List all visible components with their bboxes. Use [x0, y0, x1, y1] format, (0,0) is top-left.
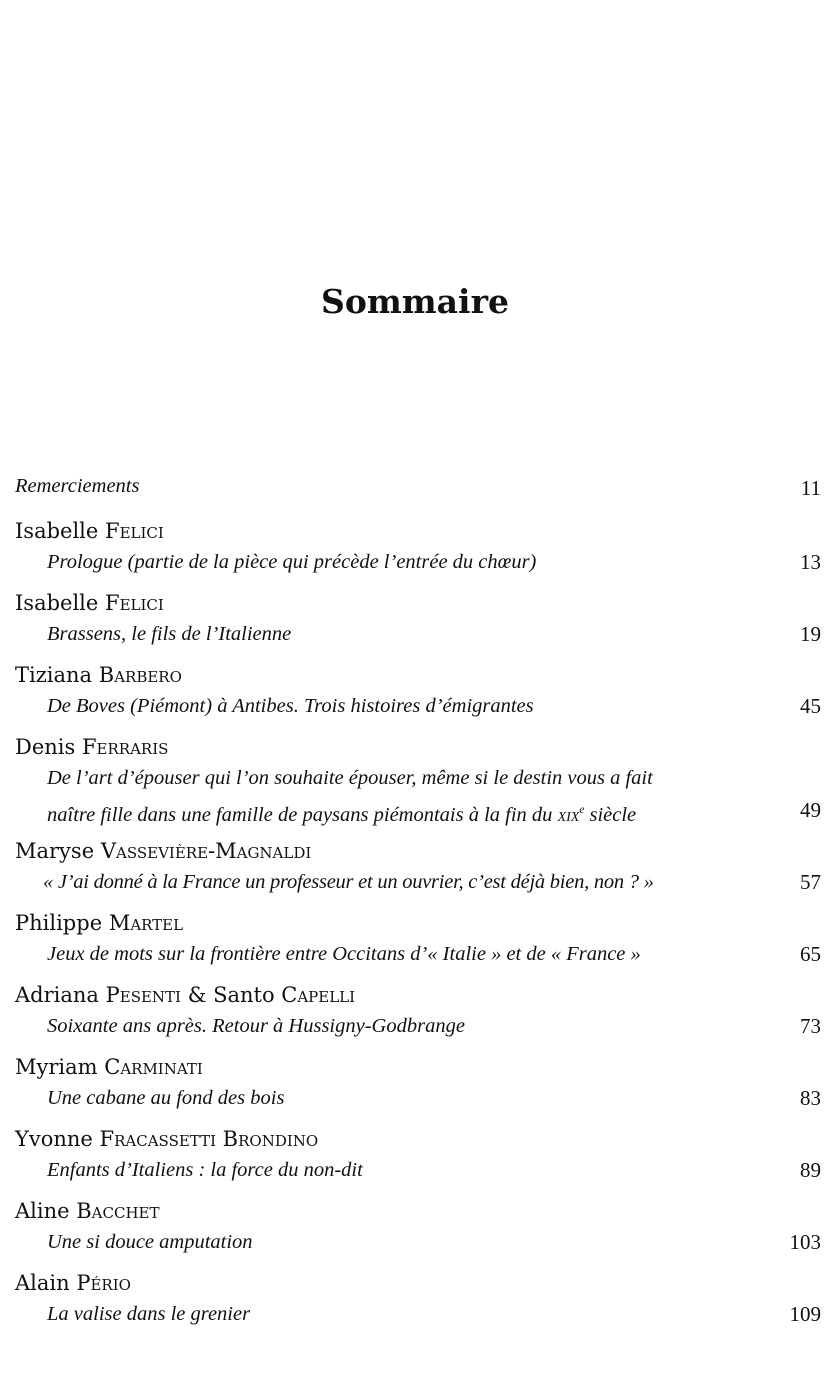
toc-entry: [15, 980, 821, 1042]
toc-entry-page: 103: [789, 1230, 821, 1254]
table-of-contents: [15, 468, 821, 1340]
toc-entry-page: 83: [800, 1086, 821, 1110]
toc-entry-author: Adriana Pesenti & Santo Capelli: [15, 983, 356, 1007]
toc-entry: [15, 588, 821, 650]
toc-entry-title: De l’art d’épouser qui l’on souhaite épouser, même si le destin vous a fait naître fille dans une famille de paysans piémontais à la fin du xix$^e$ siècle: [47, 767, 653, 826]
toc-entry: [15, 516, 821, 578]
toc-entry-page: 45: [800, 694, 821, 718]
toc-entry-page: 109: [789, 1302, 821, 1326]
toc-entry-page: 65: [800, 942, 821, 966]
toc-entry: [15, 732, 821, 826]
toc-entry-page: 11: [800, 476, 821, 500]
toc-entry-remerciements: [15, 468, 821, 504]
toc-entry-author: Denis Ferraris: [15, 735, 169, 759]
toc-entry-author: Yvonne Fracassetti Brondino: [15, 1127, 319, 1151]
toc-entry-page: 57: [800, 870, 821, 894]
toc-entry: [15, 1268, 821, 1330]
toc-entry: [15, 908, 821, 970]
toc-entry-title: « J’ai donné à la France un professeur et un ouvrier, c’est déjà bien, non ? »: [43, 871, 654, 893]
toc-entry-title: Brassens, le fils de l’Italienne: [47, 623, 292, 645]
toc-entry-author: Aline Bacchet: [15, 1199, 160, 1223]
toc-entry-title: Remerciements: [15, 475, 140, 497]
toc-entry-author: Alain Pério: [15, 1271, 131, 1295]
toc-entry: [15, 1052, 821, 1114]
toc-entry-title: Enfants d’Italiens : la force du non-dit: [47, 1159, 363, 1181]
toc-entry-author: Isabelle Felici: [15, 519, 164, 543]
toc-entry-author: Myriam Carminati: [15, 1055, 203, 1079]
toc-entry-page: 73: [800, 1014, 821, 1038]
toc-entry-title: Une cabane au fond des bois: [47, 1087, 285, 1109]
toc-entry-author: Isabelle Felici: [15, 591, 164, 615]
toc-entry-title: De Boves (Piémont) à Antibes. Trois histoires d’émigrantes: [47, 695, 534, 717]
toc-entry-author: Philippe Martel: [15, 911, 184, 935]
toc-entry-author: Tiziana Barbero: [15, 663, 182, 687]
toc-entry: [15, 836, 821, 898]
toc-entry-title: La valise dans le grenier: [47, 1303, 251, 1325]
toc-entry: [15, 1196, 821, 1258]
page-title: Sommaire: [321, 282, 509, 321]
toc-entry-page: 89: [800, 1158, 821, 1182]
toc-entry-title: Jeux de mots sur la frontière entre Occitans d’« Italie » et de « France »: [47, 943, 641, 965]
toc-entry-page: 49: [800, 798, 821, 822]
toc-entry-title: Prologue (partie de la pièce qui précède l’entrée du chœur): [47, 551, 537, 573]
toc-entry-page: 19: [800, 622, 821, 646]
toc-entry: [15, 660, 821, 722]
toc-entry: [15, 1124, 821, 1186]
toc-entry-page: 13: [800, 550, 821, 574]
toc-entry-title: Une si douce amputation: [47, 1231, 253, 1253]
toc-entry-title: Soixante ans après. Retour à Hussigny-Godbrange: [47, 1015, 465, 1037]
toc-entry-author: Maryse Vassevière-Magnaldi: [15, 839, 312, 863]
